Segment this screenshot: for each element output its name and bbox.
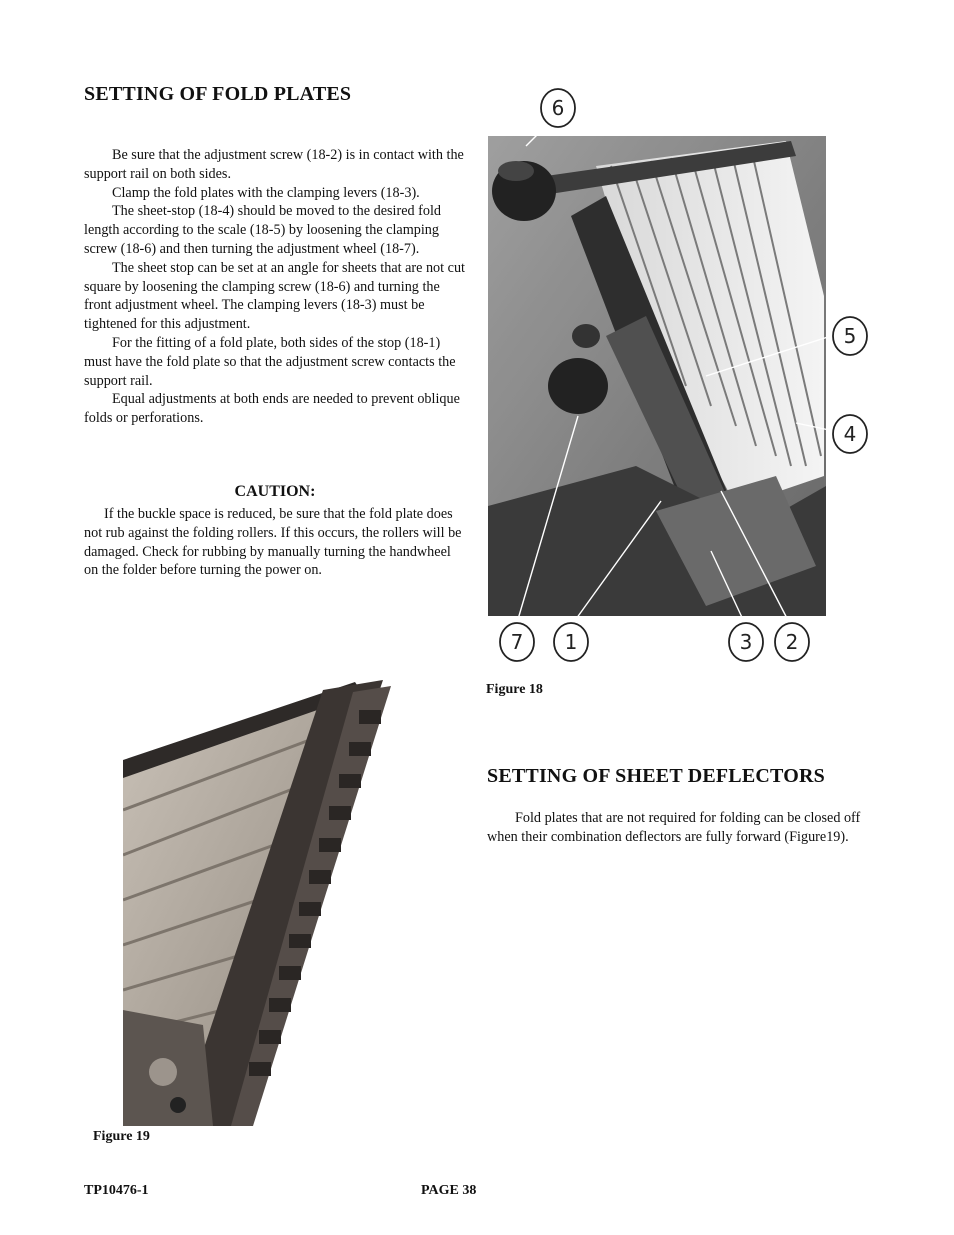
caution-heading: CAUTION: <box>234 483 316 500</box>
figure-19-caption: Figure 19 <box>93 1129 150 1144</box>
section-heading: SETTING OF SHEET DEFLECTORS <box>487 765 825 787</box>
paragraph: Clamp the fold plates with the clamping levers (18-3). <box>112 184 420 201</box>
page-title: SETTING OF FOLD PLATES <box>84 83 352 105</box>
deflectors-body <box>487 809 873 847</box>
doc-id: TP10476-1 <box>84 1183 149 1198</box>
callout-1: 1 <box>564 630 578 654</box>
paragraph: Fold plates that are not required for folding can be closed off when their combination deflectors are fully forward (Figure19). <box>487 810 861 845</box>
paragraph: The sheet stop can be set at an angle for sheets that are not cut square by loosening the clamping screw (18-6) and turning the front adjustment wheel. The clamping levers (18-3) must be tightened for this adjustment. <box>84 259 465 333</box>
paragraph: Be sure that the adjustment screw (18-2) is in contact with the support rail on both sides. <box>84 147 464 182</box>
figure-18-image <box>486 86 870 666</box>
figure-19-image <box>123 680 423 1126</box>
figure-18-caption: Figure 18 <box>486 682 543 697</box>
instructions-body <box>84 146 466 428</box>
caution-text: If the buckle space is reduced, be sure that the fold plate does not rub against the folding rollers. If this occurs, the rollers will be damaged. Check for rubbing by manually turning the handwheel on the folder before turning the power on. <box>84 506 462 579</box>
callout-4: 4 <box>843 422 857 446</box>
paragraph: For the fitting of a fold plate, both sides of the stop (18-1) must have the fold plate so that the adjustment screw contacts the support rail. <box>84 334 456 389</box>
callout-6: 6 <box>551 96 565 120</box>
page-number: PAGE 38 <box>421 1183 477 1198</box>
callout-3: 3 <box>739 630 753 654</box>
callout-2: 2 <box>785 630 799 654</box>
callout-5: 5 <box>843 324 857 348</box>
paragraph: Equal adjustments at both ends are needed to prevent oblique folds or perforations. <box>84 391 460 427</box>
paragraph: The sheet-stop (18-4) should be moved to the desired fold length according to the scale (18-5) by loosening the clamping screw (18-6) and then turning the adjustment wheel (18-7). <box>84 203 441 257</box>
callout-7: 7 <box>510 630 524 654</box>
caution-body <box>84 505 466 580</box>
